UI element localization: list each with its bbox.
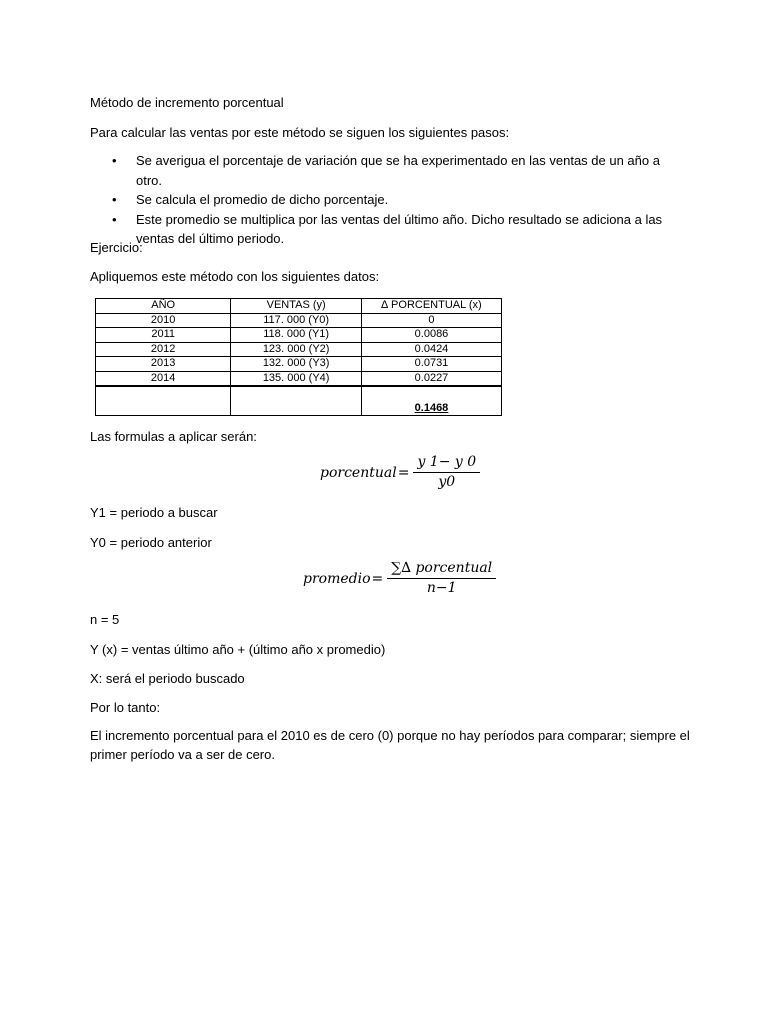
bullet-icon: • [112, 192, 117, 207]
steps-list [112, 151, 672, 249]
formula-numerator: y 1− y 0 [413, 454, 480, 473]
table-cell: 132. 000 (Y3) [231, 357, 362, 372]
x-definition: X: será el periodo buscado [90, 671, 245, 686]
table-row [96, 357, 502, 372]
bullet-icon: • [112, 211, 117, 227]
table-cell: 0 [361, 313, 501, 328]
total-value: 0.1468 [414, 402, 449, 414]
table-cell: 2013 [96, 357, 231, 372]
formula-numerator: ∑∆ porcentual [387, 560, 496, 579]
list-item: • Se calcula el promedio de dicho porcentaje. [112, 190, 672, 210]
formula-lhs: porcentual [320, 464, 397, 481]
table-cell: 0.0227 [361, 371, 501, 386]
table-row [96, 328, 502, 343]
list-item: • Se averigua el porcentaje de variación que se ha experimentado en las ventas de un año a otro. [112, 153, 660, 188]
sales-table [95, 298, 502, 416]
table-row [96, 313, 502, 328]
table-cell: 2012 [96, 342, 231, 357]
table-cell: 135. 000 (Y4) [231, 371, 362, 386]
table-cell: 117. 000 (Y0) [231, 313, 362, 328]
table-header-row [96, 299, 502, 314]
formula-porcentual: porcentual = $\frac{y 1- y 0}{y0}$ [320, 454, 480, 491]
formula-fraction [413, 454, 480, 491]
intro-text: Para calcular las ventas por este método se siguen los siguientes pasos: [90, 125, 510, 140]
header-cell: VENTAS (y) [231, 299, 362, 314]
header-cell: ∆ PORCENTUAL (x) [361, 299, 501, 314]
table-cell [231, 386, 362, 416]
formula-denominator: n−1 [426, 580, 457, 596]
bullet-icon: • [112, 153, 117, 168]
y1-definition: Y1 = periodo a buscar [90, 505, 218, 520]
formulas-label: Las formulas a aplicar serán: [90, 429, 257, 444]
table-cell: 2010 [96, 313, 231, 328]
table-cell: 123. 000 (Y2) [231, 342, 362, 357]
table-cell [361, 386, 501, 416]
n-definition: n = 5 [90, 612, 120, 627]
formula-fraction [387, 560, 496, 597]
data-intro: Apliquemos este método con los siguientes datos: [90, 269, 380, 284]
yx-definition: Y (x) = ventas último año + (último año x promedio) [90, 642, 386, 657]
table-cell: 0.0424 [361, 342, 501, 357]
table-total-row [96, 386, 502, 416]
formula-lhs: promedio [303, 570, 371, 587]
table-cell: 118. 000 (Y1) [231, 328, 362, 343]
table-row [96, 342, 502, 357]
table-cell: 2011 [96, 328, 231, 343]
header-cell: AÑO [96, 299, 231, 314]
table-cell: 0.0731 [361, 357, 501, 372]
formula-denominator: y0 [438, 474, 456, 490]
exercise-label: Ejercicio: [90, 240, 143, 255]
table-cell: 2014 [96, 371, 231, 386]
table-cell: 0.0086 [361, 328, 501, 343]
formula-promedio: promedio = $\frac{\text{∑∆ porcentual}}{n-1}$ [303, 560, 496, 597]
table-row [96, 371, 502, 386]
therefore-text: Por lo tanto: [90, 700, 161, 715]
list-item: • Este promedio se multiplica por las ventas del último año. Dicho resultado se adiciona a las ventas del último periodo. [112, 211, 663, 246]
doc-title: Método de incremento porcentual [90, 95, 284, 110]
conclusion-text: El incremento porcentual para el 2010 es de cero (0) porque no hay períodos para comparar; siempre el primer período va a ser de cero. [90, 728, 690, 762]
table-cell [96, 386, 231, 416]
y0-definition: Y0 = periodo anterior [90, 535, 212, 550]
